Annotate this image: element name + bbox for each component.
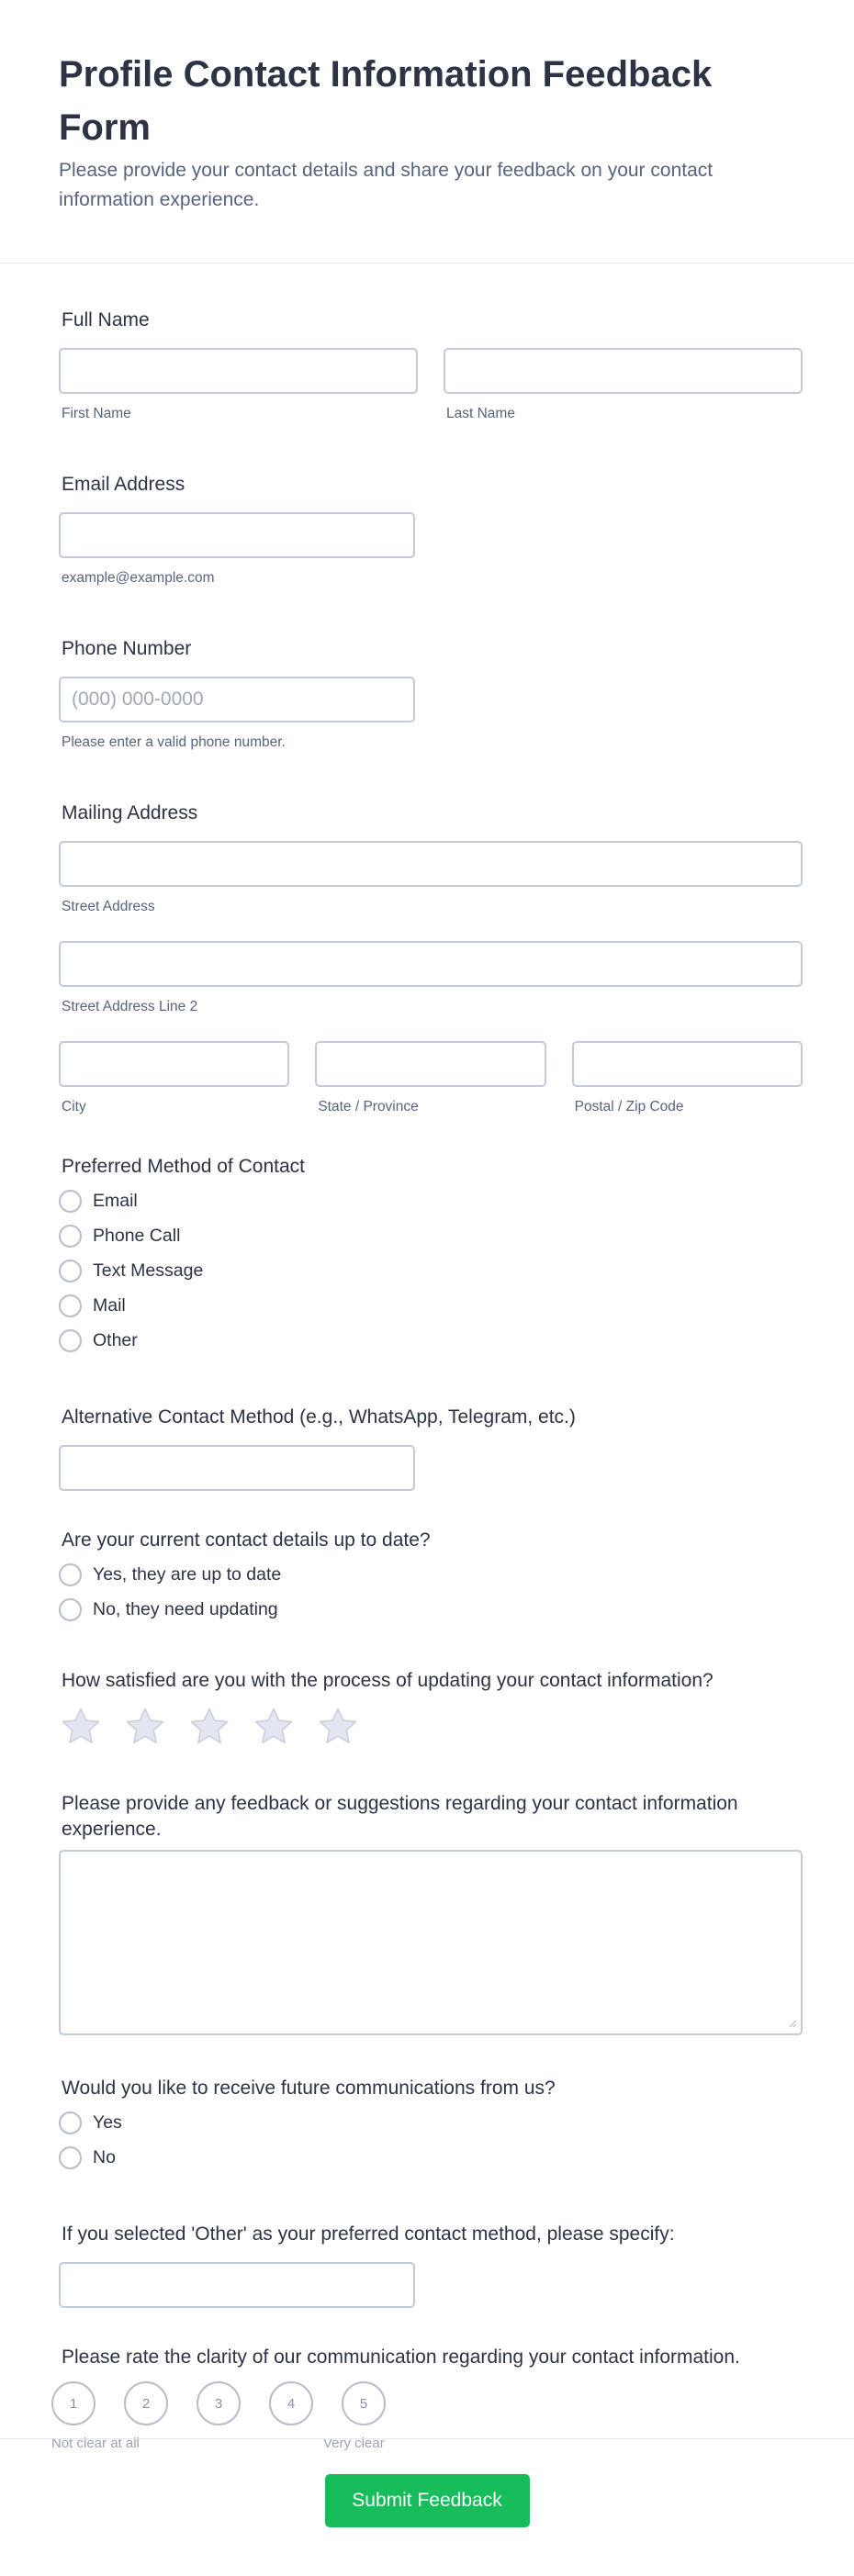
feedback-textarea[interactable] [59, 1850, 803, 2035]
phone-input[interactable] [59, 677, 415, 722]
other-specify-question [0, 2222, 854, 2308]
up-to-date-options [59, 1562, 803, 1622]
full-name-question [0, 308, 854, 422]
scale-option-3 [197, 2381, 241, 2425]
scale-option-2 [124, 2381, 168, 2425]
radio-option-text-message[interactable] [59, 1259, 803, 1283]
state-input[interactable] [315, 1041, 545, 1087]
scale-button[interactable]: 2 [124, 2381, 168, 2425]
email-label: Email Address [62, 474, 185, 495]
radio-option-no[interactable] [59, 2145, 803, 2170]
radio-option-needs-updating[interactable] [59, 1597, 803, 1622]
radio-button[interactable] [59, 1294, 82, 1317]
form-footer [0, 2438, 854, 2576]
radio-button[interactable] [59, 1225, 82, 1248]
street-address-line2-input[interactable] [59, 941, 803, 987]
radio-label: No [93, 2147, 116, 2167]
alt-contact-question [0, 1405, 854, 1491]
future-comms-options [59, 2111, 803, 2170]
future-comms-question [0, 2076, 854, 2170]
first-name-sublabel: First Name [62, 406, 131, 421]
radio-label: Other [93, 1330, 138, 1350]
star-icon[interactable] [187, 1705, 231, 1749]
radio-button[interactable] [59, 2111, 82, 2134]
street-address-sublabel: Street Address [62, 899, 155, 914]
street-address-line2-sublabel: Street Address Line 2 [62, 999, 198, 1014]
radio-label: Yes [93, 2112, 122, 2133]
scale-high-caption: Very clear [323, 2436, 385, 2451]
future-comms-label: Would you like to receive future communications from us? [62, 2078, 556, 2099]
star-icon[interactable] [316, 1705, 360, 1749]
preferred-contact-options [59, 1189, 803, 1353]
preferred-contact-question [0, 1154, 854, 1353]
first-name-input[interactable] [59, 348, 418, 394]
email-sublabel: example@example.com [62, 570, 215, 586]
state-sublabel: State / Province [318, 1099, 419, 1114]
form-header [0, 0, 854, 263]
other-specify-input[interactable] [59, 2262, 415, 2308]
radio-button[interactable] [59, 1563, 82, 1586]
radio-label: Text Message [93, 1260, 204, 1281]
star-icon[interactable] [252, 1705, 296, 1749]
satisfaction-question [0, 1668, 854, 1749]
submit-button[interactable]: Submit Feedback [325, 2474, 530, 2527]
scale-option-1 [51, 2381, 96, 2425]
phone-label: Phone Number [62, 638, 192, 659]
star-rating [59, 1705, 803, 1749]
clarity-label: Please rate the clarity of our communication regarding your contact information. [62, 2346, 740, 2368]
alt-contact-label: Alternative Contact Method (e.g., WhatsApp, Telegram, etc.) [62, 1406, 576, 1428]
scale-option-4 [269, 2381, 313, 2425]
clarity-scale [51, 2381, 803, 2425]
radio-option-other[interactable] [59, 1328, 803, 1353]
radio-button[interactable] [59, 1260, 82, 1282]
radio-label: Mail [93, 1295, 126, 1316]
email-question [0, 472, 854, 587]
zip-sublabel: Postal / Zip Code [574, 1099, 684, 1114]
scale-button[interactable]: 3 [197, 2381, 241, 2425]
scale-low-caption: Not clear at all [51, 2436, 140, 2451]
address-label: Mailing Address [62, 802, 198, 823]
other-specify-label: If you selected 'Other' as your preferred contact method, please specify: [62, 2223, 675, 2245]
form-subtitle: Please provide your contact details and share your feedback on your contact information experience. [59, 160, 714, 210]
radio-option-phone-call[interactable] [59, 1224, 803, 1249]
phone-sublabel: Please enter a valid phone number. [62, 734, 286, 750]
street-address-input[interactable] [59, 841, 803, 887]
radio-button[interactable] [59, 1598, 82, 1621]
radio-button[interactable] [59, 1190, 82, 1213]
radio-label: Phone Call [93, 1226, 181, 1246]
resize-grip-icon[interactable] [788, 2019, 797, 2028]
feedback-label: Please provide any feedback or suggestions regarding your contact information experience. [62, 1793, 738, 1840]
radio-button[interactable] [59, 1329, 82, 1352]
form-title: Profile Contact Information Feedback Form [59, 54, 713, 148]
scale-button[interactable]: 4 [269, 2381, 313, 2425]
address-question [0, 801, 854, 1115]
radio-label: Yes, they are up to date [93, 1564, 282, 1585]
city-input[interactable] [59, 1041, 289, 1087]
up-to-date-label: Are your current contact details up to date? [62, 1529, 431, 1551]
radio-button[interactable] [59, 2146, 82, 2169]
last-name-input[interactable] [444, 348, 803, 394]
radio-label: Email [93, 1191, 138, 1211]
last-name-sublabel: Last Name [446, 406, 515, 421]
email-field[interactable] [59, 512, 415, 558]
scale-option-5 [342, 2381, 386, 2425]
satisfaction-label: How satisfied are you with the process of updating your contact information? [62, 1670, 714, 1691]
radio-label: No, they need updating [93, 1599, 278, 1619]
star-icon[interactable] [59, 1705, 103, 1749]
alt-contact-input[interactable] [59, 1445, 415, 1491]
radio-option-up-to-date[interactable] [59, 1562, 803, 1587]
up-to-date-question [0, 1528, 854, 1622]
phone-question [0, 636, 854, 751]
preferred-contact-label: Preferred Method of Contact [62, 1156, 305, 1177]
full-name-label: Full Name [62, 309, 150, 330]
radio-option-email[interactable] [59, 1189, 803, 1214]
scale-button[interactable]: 5 [342, 2381, 386, 2425]
zip-input[interactable] [572, 1041, 803, 1087]
radio-option-mail[interactable] [59, 1294, 803, 1318]
scale-button[interactable]: 1 [51, 2381, 96, 2425]
star-icon[interactable] [123, 1705, 167, 1749]
feedback-question [0, 1791, 854, 2035]
city-sublabel: City [62, 1099, 86, 1114]
radio-option-yes[interactable] [59, 2111, 803, 2135]
